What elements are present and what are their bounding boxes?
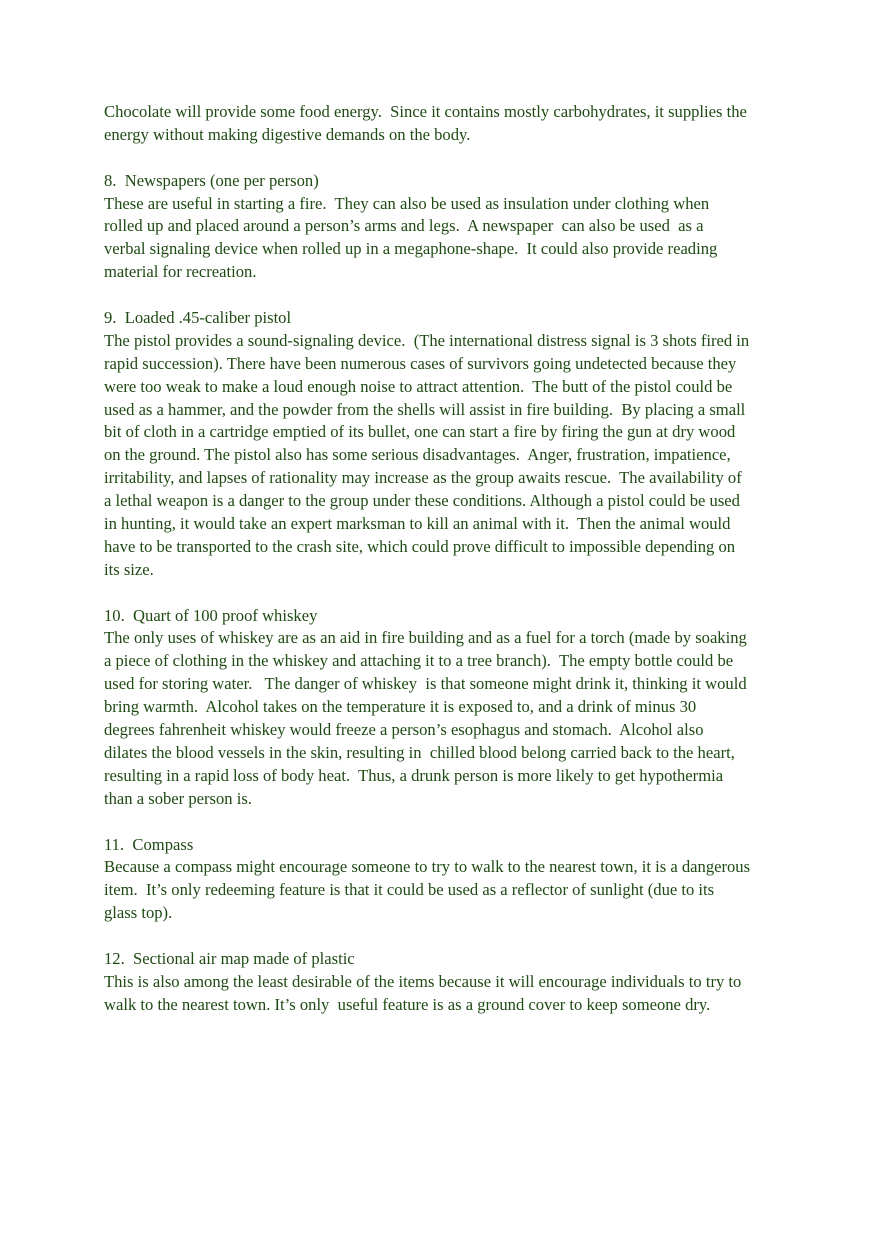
text-line: its size.	[104, 559, 154, 579]
paragraph-spacer	[104, 925, 794, 948]
paragraph-spacer	[104, 284, 794, 307]
text-line: This is also among the least desirable of the items because it will encourage individuals to try to	[104, 971, 742, 991]
section-heading: 9. Loaded .45-caliber pistol	[104, 308, 292, 328]
text-line: on the ground. The pistol also has some serious disadvantages. Anger, frustration, impatience,	[104, 445, 731, 465]
text-line: irritability, and lapses of rationality may increase as the group awaits rescue. The availability of	[104, 468, 742, 488]
text-line: energy without making digestive demands on the body.	[104, 124, 471, 144]
text-line: Chocolate will provide some food energy. Since it contains mostly carbohydrates, it supplies the	[104, 102, 747, 121]
text-line: rolled up and placed around a person’s arms and legs. A newspaper can also be used as a	[104, 216, 704, 236]
text-line: Because a compass might encourage someone to try to walk to the nearest town, it is a dangerous	[104, 857, 751, 877]
text-line: item. It’s only redeeming feature is that it could be used as a reflector of sunlight (due to its	[104, 880, 715, 900]
text-line: The pistol provides a sound-signaling device. (The international distress signal is 3 shots fired in	[104, 330, 750, 350]
text-line: bring warmth. Alcohol takes on the temperature it is exposed to, and a drink of minus 30	[104, 697, 697, 717]
document-body	[104, 101, 794, 1017]
text-line: These are useful in starting a fire. They can also be used as insulation under clothing when	[104, 193, 710, 213]
section-air-map	[104, 948, 794, 1017]
intro-paragraph	[104, 101, 794, 147]
text-line: walk to the nearest town. It’s only useful feature is as a ground cover to keep someone dry.	[104, 994, 711, 1014]
section-heading: 8. Newspapers (one per person)	[104, 170, 319, 190]
text-line: bit of cloth in a cartridge emptied of its bullet, one can start a fire by firing the gun at dry wood	[104, 422, 736, 442]
text-line: a piece of clothing in the whiskey and attaching it to a tree branch). The empty bottle could be	[104, 651, 734, 671]
text-line: rapid succession). There have been numerous cases of survivors going undetected because they	[104, 353, 737, 373]
section-compass	[104, 834, 794, 926]
paragraph-spacer	[104, 811, 794, 834]
paragraph-spacer	[104, 147, 794, 170]
paragraph-spacer	[104, 582, 794, 605]
text-line: The only uses of whiskey are as an aid in fire building and as a fuel for a torch (made by soaking	[104, 628, 747, 648]
text-line: a lethal weapon is a danger to the group under these conditions. Although a pistol could be used	[104, 491, 740, 511]
section-newspapers	[104, 170, 794, 284]
section-pistol	[104, 307, 794, 582]
text-line: in hunting, it would take an expert marksman to kill an animal with it. Then the animal would	[104, 514, 731, 534]
text-line: dilates the blood vessels in the skin, resulting in chilled blood belong carried back to the heart,	[104, 742, 735, 762]
text-line: resulting in a rapid loss of body heat. Thus, a drunk person is more likely to get hypothermia	[104, 765, 724, 785]
text-line: verbal signaling device when rolled up in a megaphone-shape. It could also provide reading	[104, 239, 718, 259]
text-line: used for storing water. The danger of whiskey is that someone might drink it, thinking it would	[104, 674, 747, 694]
text-line: used as a hammer, and the powder from the shells will assist in fire building. By placing a small	[104, 399, 746, 419]
section-whiskey	[104, 605, 794, 811]
section-heading: 12. Sectional air map made of plastic	[104, 948, 355, 968]
section-heading: 10. Quart of 100 proof whiskey	[104, 605, 318, 625]
text-line: than a sober person is.	[104, 788, 252, 808]
text-line: have to be transported to the crash site, which could prove difficult to impossible depending on	[104, 536, 736, 556]
text-line: material for recreation.	[104, 262, 257, 282]
text-line: were too weak to make a loud enough noise to attract attention. The butt of the pistol could be	[104, 376, 733, 396]
section-heading: 11. Compass	[104, 834, 194, 854]
text-line: degrees fahrenheit whiskey would freeze a person’s esophagus and stomach. Alcohol also	[104, 720, 704, 740]
text-line: glass top).	[104, 903, 173, 923]
